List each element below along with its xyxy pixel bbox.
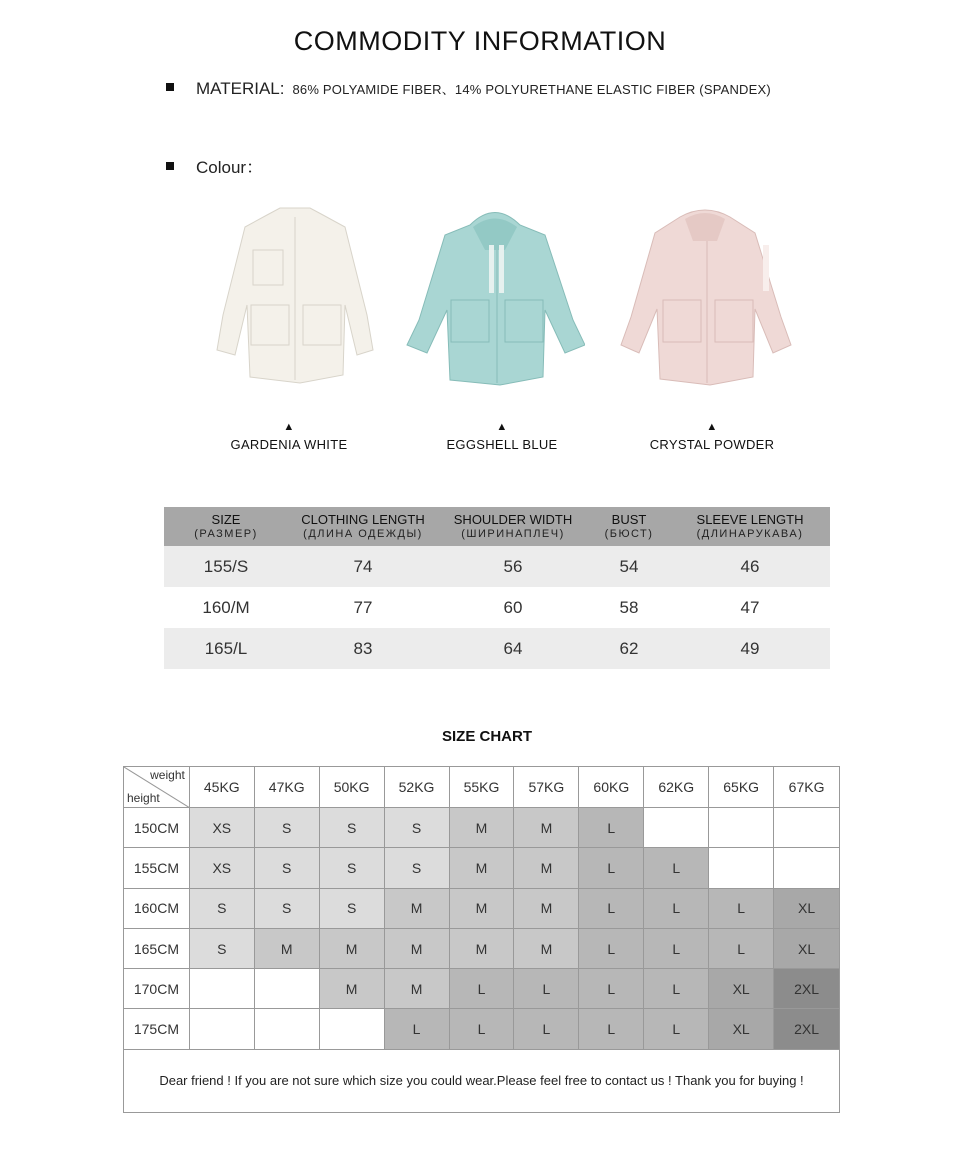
size-cell: M [514, 929, 579, 969]
size-cell [190, 969, 255, 1009]
header-bust: BUST (БЮСТ) [604, 512, 654, 540]
size-cell: M [450, 889, 515, 929]
swatch-name: GARDENIA WHITE [230, 437, 348, 452]
size-chart-row [124, 969, 839, 1009]
size-cell [774, 808, 839, 848]
size-cell: L [709, 929, 774, 969]
cell: 54 [619, 556, 639, 576]
size-cell: S [385, 848, 450, 888]
swatch-caption-pink [612, 422, 812, 452]
header-size: SIZE (РАЗМЕР) [194, 512, 258, 540]
size-chart [123, 766, 840, 1113]
size-cell [774, 848, 839, 888]
cell: 160/M [202, 597, 250, 617]
cell: 77 [353, 597, 373, 617]
jacket-shape [217, 208, 373, 383]
corner-cell [124, 767, 190, 808]
height-label: 150CM [124, 808, 190, 848]
corner-weight-label: weight [150, 768, 185, 782]
height-label: 155CM [124, 848, 190, 888]
jacket-shape [621, 210, 791, 385]
size-cell: L [514, 969, 579, 1009]
cell: 47 [740, 597, 760, 617]
colour-label: Colour： [196, 158, 264, 177]
size-cell: S [320, 848, 385, 888]
cell: 64 [503, 638, 523, 658]
size-chart-note: Dear friend ! If you are not sure which size you could wear.Please feel free to contact us ! Thank you for buying ! [159, 1073, 804, 1089]
size-cell: L [579, 969, 644, 1009]
jacket-image-pink [615, 205, 795, 390]
material-row [166, 79, 771, 99]
cell: 83 [353, 638, 373, 658]
cell: 49 [740, 638, 760, 658]
size-cell: S [255, 808, 320, 848]
swatch-caption-white [189, 422, 389, 452]
weight-header: 50KG [320, 767, 385, 808]
height-label: 160CM [124, 889, 190, 929]
bullet-icon [166, 83, 174, 91]
size-cell: S [320, 889, 385, 929]
corner-height-label: height [127, 791, 160, 805]
table-row [164, 546, 830, 587]
size-cell [709, 808, 774, 848]
height-label: 165CM [124, 929, 190, 969]
weight-header: 60KG [579, 767, 644, 808]
up-arrow-icon: ▲ [283, 421, 295, 433]
cell: 58 [619, 597, 639, 617]
cell: 74 [353, 556, 373, 576]
header-sleeve-length: SLEEVE LENGTH (ДЛИНАРУКАВА) [696, 512, 804, 540]
size-cell: S [190, 889, 255, 929]
size-cell [255, 1009, 320, 1049]
size-cell: 2XL [774, 1009, 839, 1049]
size-cell: L [644, 929, 709, 969]
size-cell: S [385, 808, 450, 848]
cell: 46 [740, 556, 760, 576]
size-cell: S [320, 808, 385, 848]
size-cell: M [320, 969, 385, 1009]
size-cell: L [514, 1009, 579, 1049]
weight-header: 67KG [774, 767, 839, 808]
size-cell: M [385, 969, 450, 1009]
size-cell [709, 848, 774, 888]
table-row [164, 628, 830, 669]
swatch-caption-blue [402, 422, 602, 452]
size-cell: M [385, 929, 450, 969]
cell: 60 [503, 597, 523, 617]
size-cell: L [579, 848, 644, 888]
size-chart-title: SIZE CHART [442, 728, 532, 745]
size-cell [190, 1009, 255, 1049]
measurement-header [164, 507, 830, 546]
weight-header: 55KG [450, 767, 515, 808]
size-cell: XS [190, 808, 255, 848]
material-value: 86% POLYAMIDE FIBER、14% POLYURETHANE ELASTIC FIBER (SPANDEX) [292, 82, 771, 97]
size-chart-row [124, 808, 839, 848]
jacket-image-blue [405, 205, 585, 390]
header-shoulder-width: SHOULDER WIDTH (ШИРИНАПЛЕЧ) [453, 512, 573, 540]
weight-header: 45KG [190, 767, 255, 808]
colour-row [166, 153, 263, 178]
size-cell: L [579, 1009, 644, 1049]
page-title: COMMODITY INFORMATION [293, 26, 667, 56]
size-cell: L [579, 889, 644, 929]
size-cell: L [644, 1009, 709, 1049]
size-cell: M [514, 808, 579, 848]
size-cell: L [644, 969, 709, 1009]
size-chart-row [124, 929, 839, 969]
cell: 165/L [204, 638, 248, 658]
size-cell: M [255, 929, 320, 969]
cell: 62 [619, 638, 639, 658]
size-cell: M [450, 929, 515, 969]
size-cell: L [644, 848, 709, 888]
size-cell: XS [190, 848, 255, 888]
cell: 56 [503, 556, 523, 576]
size-cell: M [385, 889, 450, 929]
table-row [164, 587, 830, 628]
size-cell: 2XL [774, 969, 839, 1009]
size-cell: L [644, 889, 709, 929]
weight-header: 65KG [709, 767, 774, 808]
size-cell: M [450, 808, 515, 848]
size-chart-row [124, 889, 839, 929]
size-cell: L [579, 808, 644, 848]
swatch-name: CRYSTAL POWDER [649, 437, 775, 452]
bullet-icon [166, 162, 174, 170]
up-arrow-icon: ▲ [706, 421, 718, 433]
size-chart-header-row [124, 767, 839, 808]
size-cell: M [514, 848, 579, 888]
weight-header: 47KG [255, 767, 320, 808]
size-chart-row [124, 848, 839, 888]
measurement-table [164, 507, 830, 669]
size-cell: L [450, 969, 515, 1009]
header-clothing-length: CLOTHING LENGTH (ДЛИНА ОДЕЖДЫ) [301, 512, 425, 540]
size-cell: L [579, 929, 644, 969]
up-arrow-icon: ▲ [496, 421, 508, 433]
jacket-image-white [205, 205, 385, 390]
weight-header: 57KG [514, 767, 579, 808]
height-label: 175CM [124, 1009, 190, 1049]
size-cell [255, 969, 320, 1009]
size-cell: XL [709, 969, 774, 1009]
size-cell [644, 808, 709, 848]
size-cell: M [450, 848, 515, 888]
cell: 155/S [203, 556, 249, 576]
size-cell [320, 1009, 385, 1049]
jacket-shape [407, 213, 585, 386]
size-cell: XL [709, 1009, 774, 1049]
material-label: MATERIAL: [196, 79, 285, 98]
weight-header: 52KG [385, 767, 450, 808]
size-cell: S [255, 889, 320, 929]
size-cell: M [514, 889, 579, 929]
height-label: 170CM [124, 969, 190, 1009]
size-cell: L [385, 1009, 450, 1049]
size-cell: S [255, 848, 320, 888]
size-cell: M [320, 929, 385, 969]
swatch-name: EGGSHELL BLUE [446, 437, 558, 452]
size-cell: XL [774, 929, 839, 969]
size-cell: XL [774, 889, 839, 929]
size-cell: S [190, 929, 255, 969]
size-cell: L [709, 889, 774, 929]
size-cell: L [450, 1009, 515, 1049]
size-chart-row [124, 1009, 839, 1049]
weight-header: 62KG [644, 767, 709, 808]
